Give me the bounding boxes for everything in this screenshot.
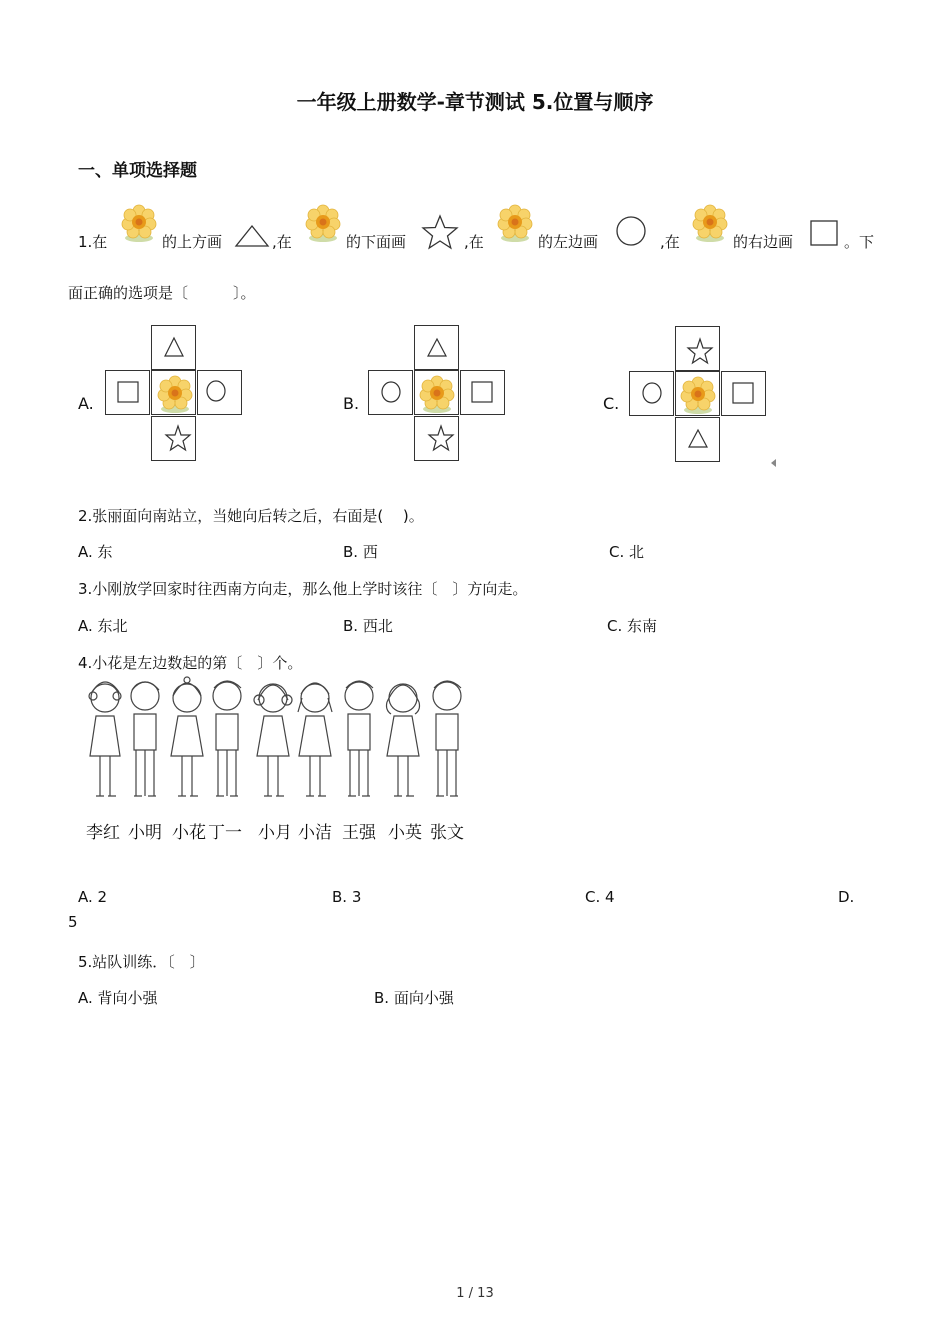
q3-option-c[interactable]: C. 东南: [607, 617, 658, 635]
square-icon: [106, 371, 151, 416]
q1-text-3: ,在: [272, 233, 292, 251]
small-arrow-icon: [771, 459, 777, 467]
q4-option-b[interactable]: B. 3: [332, 888, 362, 906]
grid-cell-bottom: [414, 416, 459, 461]
square-icon: [461, 371, 506, 416]
q2-option-a[interactable]: A. 东: [78, 543, 113, 561]
children-lineup-illustration: [84, 672, 474, 852]
square-icon: [808, 218, 840, 248]
q5-stem: 5.站队训练．〔 〕: [78, 953, 205, 971]
triangle-icon: [234, 224, 270, 248]
child-name: 小花: [172, 823, 206, 843]
grid-cell-top: [151, 325, 196, 370]
child-name: 小洁: [298, 823, 332, 843]
grid-cell-bottom: [151, 416, 196, 461]
page-number: 1 / 13: [456, 1286, 494, 1301]
triangle-icon: [415, 326, 460, 371]
grid-cell-left: [368, 370, 413, 415]
child-name: 张文: [430, 823, 464, 843]
grid-cell-right: [460, 370, 505, 415]
square-icon: [722, 372, 767, 417]
circle-icon: [630, 372, 675, 417]
child-name: 小月: [258, 823, 292, 843]
grid-cell-left: [105, 370, 150, 415]
page-title: 一年级上册数学-章节测试 5.位置与顺序: [296, 90, 654, 114]
flower-icon: [118, 202, 160, 244]
star-icon: [415, 417, 460, 462]
flower-icon: [415, 371, 460, 416]
grid-cell-center: [675, 371, 720, 416]
grid-cell-center: [151, 370, 196, 415]
q4-option-a[interactable]: A. 2: [78, 888, 108, 906]
flower-icon: [689, 202, 731, 244]
q1-text-8: 的右边画: [733, 233, 794, 251]
option-a-label: A.: [78, 394, 94, 413]
grid-cell-center: [414, 370, 459, 415]
grid-cell-top: [414, 325, 459, 370]
q2-stem: 2.张丽面向南站立，当她向后转之后，右面是( )。: [78, 507, 424, 525]
grid-cell-bottom: [675, 417, 720, 462]
q5-option-b[interactable]: B. 面向小强: [374, 989, 454, 1007]
grid-cell-right: [721, 371, 766, 416]
triangle-icon: [152, 326, 197, 371]
q2-option-b[interactable]: B. 西: [343, 543, 378, 561]
circle-icon: [198, 371, 243, 416]
q1-text-6: 的左边画: [538, 233, 599, 251]
option-b-label: B.: [343, 394, 360, 413]
section-heading: 一、单项选择题: [78, 161, 197, 181]
circle-icon: [369, 371, 414, 416]
flower-icon: [676, 372, 721, 417]
star-icon: [676, 327, 721, 372]
q3-stem: 3.小刚放学回家时往西南方向走，那么他上学时该往〔 〕方向走。: [78, 580, 528, 598]
q1-text-7: ,在: [660, 233, 680, 251]
q1-text-5: ,在: [464, 233, 484, 251]
child-name: 李红: [86, 823, 120, 843]
child-name: 小明: [128, 823, 162, 843]
q1-text-4: 的下面画: [346, 233, 407, 251]
flower-icon: [302, 202, 344, 244]
flower-icon: [152, 371, 197, 416]
grid-cell-right: [197, 370, 242, 415]
q4-stem: 4.小花是左边数起的第〔 〕个。: [78, 654, 303, 672]
grid-cell-left: [629, 371, 674, 416]
q1-text-2: 的上方画: [162, 233, 223, 251]
flower-icon: [494, 202, 536, 244]
q4-option-d-value: 5: [68, 913, 78, 931]
q3-option-b[interactable]: B. 西北: [343, 617, 393, 635]
children-drawing: [84, 672, 474, 812]
q2-option-c[interactable]: C. 北: [609, 543, 645, 561]
star-icon: [420, 214, 460, 250]
triangle-icon: [676, 418, 721, 463]
q1-text-9: 。下: [844, 233, 875, 251]
q4-option-d[interactable]: D.: [838, 888, 855, 906]
circle-icon: [614, 214, 648, 248]
option-c-label: C.: [603, 394, 620, 413]
q1-text-line2: 面正确的选项是〔 〕。: [68, 284, 256, 302]
child-name: 王强: [342, 823, 376, 843]
child-name: 小英: [388, 823, 422, 843]
q3-option-a[interactable]: A. 东北: [78, 617, 128, 635]
q1-text-1: 1.在: [78, 233, 108, 251]
q4-option-c[interactable]: C. 4: [585, 888, 615, 906]
child-name: 丁一: [208, 823, 242, 843]
q5-option-a[interactable]: A. 背向小强: [78, 989, 158, 1007]
star-icon: [152, 417, 197, 462]
grid-cell-top: [675, 326, 720, 371]
